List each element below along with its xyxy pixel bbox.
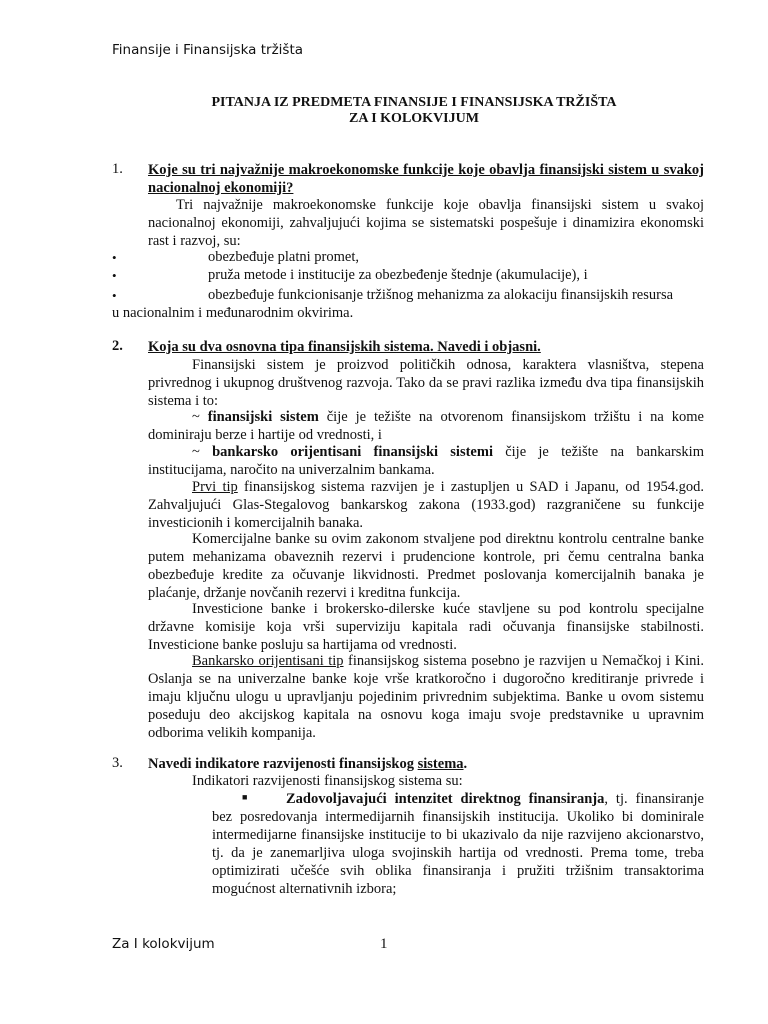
q2-type-1-desc: čije je težište na otvorenom finansijskom tržištu i na kome dominiraju berze i hartije od vrednosti, i (148, 409, 704, 443)
q2-type-2 (148, 443, 704, 479)
q3-item-1 (212, 790, 704, 898)
q2-paragraph-2-text: finansijskog sistema razvijen je i zastupljen u SAD i Japanu, od 1954.god. Zahvaljujući Glas-Stegalovog bankarskog zakona (1933.god) razgraničene su funkcije investicionih i komercijalnih banaka. (148, 479, 704, 531)
question-3-text-underlined: sistema (417, 756, 464, 772)
q2-paragraph-3: Komercijalne banke su ovim zakonom stvaljene pod direktnu kontrolu centralne banke putem mehanizama obaveznih rezervi i prudencione kontrole, pri čemu centralna banka obezbeđuje kredite za očuvanje likvidnosti. Predmet poslovanja komercijalnih banaka je plaćanje, držanje novčanih rezervi i kreditna funkcija. (148, 531, 704, 601)
q2-type-2-desc: čije je težište na bankarskim institucijama, naročito na univerzalnim bankama. (148, 444, 704, 478)
tilde-marker: ~ (192, 444, 213, 460)
q2-type-2-term: bankarsko orijentisani finansijski sistemi (212, 444, 493, 460)
question-1-intro: Tri najvažnije makroekonomske funkcije koje obavlja finansijski sistem u svakoj nacionalnoj ekonomiji, zahvaljujući kojima se sistematski pospešuje i dinamizira ekonomski rast i razvoj, su: (148, 197, 704, 249)
bullet-icon: • (112, 288, 117, 303)
q2-type-1 (148, 408, 704, 444)
q3-item-1-term: Zadovoljavajući intenzitet direktnog finansiranja (286, 791, 605, 807)
question-3-text-end: . (463, 756, 468, 772)
q2-type-1-term: finansijski sistem (207, 409, 319, 425)
bullet-icon: • (112, 268, 117, 283)
page-number: 1 (380, 936, 388, 952)
square-bullet-icon: ■ (242, 792, 248, 802)
document-title-line2: ZA I KOLOKVIJUM (349, 111, 479, 126)
question-3-text (148, 755, 467, 773)
q3-item-1-text: , tj. finansiranje bez posredovanja intermedijarnih finansijskih institucija. Ukoliko bi dominirale intermedijarne finansijske institucije to bi ukazivalo da nije razvijeno akcionarstvo, tj. da je zanemarljiva uloga svojinskih hartija od vrednosti. Prema tome, treba optimizirati učešće svih oblika finansiranja i pružiti tržišnim transaktorima mogućnost alternativnih izbora; (212, 791, 704, 897)
page-footer: Za I kolokvijum (112, 936, 215, 952)
q2-paragraph-1: Finansijski sistem je proizvod političkih odnosa, karaktera vlasništva, stepena privrednog i ukupnog društvenog razvoja. Tako da se pravi razlika između dva tipa finansijskih sistema i to: (148, 357, 704, 409)
question-3-number: 3. (112, 755, 123, 771)
page-header: Finansije i Finansijska tržišta (112, 42, 304, 58)
q2-paragraph-5-text: finansijskog sistema posebno je razvijen u Nemačkoj i Kini. Oslanja se na univerzalne banke koje vrše kratkoročno i dugoročno kreditiranje privrede i imaju ključnu ulogu u upravljanju pojedinim privrednim subjektima. Banke u ovom sistemu poseduju deo akcijskog kapitala na osnovu koga imaju svoje predstavnike u upravnim odborima velikih kompanija. (148, 653, 704, 741)
q1-bullet-3-continuation: u nacionalnim i međunarodnim okvirima. (112, 305, 354, 321)
q1-bullet-3: obezbeđuje funkcionisanje tržišnog mehanizma za alokaciju finansijskih resursa (208, 287, 674, 303)
question-3-text-start: Navedi indikatore razvijenosti finansijskog (148, 756, 418, 772)
question-1-number: 1. (112, 161, 123, 177)
question-1-text: Koje su tri najvažnije makroekonomske funkcije koje obavlja finansijski sistem u svakoj nacionalnoj ekonomiji? (148, 162, 704, 196)
question-2-text: Koja su dva osnovna tipa finansijskih sistema. Navedi i objasni. (148, 339, 541, 355)
q2-paragraph-2 (148, 478, 704, 532)
q1-bullet-1: obezbeđuje platni promet, (208, 249, 359, 265)
document-title-line1: PITANJA IZ PREDMETA FINANSIJE I FINANSIJSKA TRŽIŠTA (211, 95, 617, 110)
q2-paragraph-5 (148, 652, 704, 742)
q2-bank-type-label: Bankarsko orijentisani tip (192, 653, 344, 669)
q2-first-type-label: Prvi tip (192, 479, 238, 495)
question-2-number: 2. (112, 338, 123, 354)
q1-bullet-2: pruža metode i institucije za obezbeđenje štednje (akumulacije), i (208, 267, 588, 283)
bullet-icon: • (112, 250, 117, 265)
q3-intro: Indikatori razvijenosti finansijskog sistema su: (192, 773, 463, 789)
tilde-marker: ~ (192, 409, 208, 425)
q2-paragraph-4: Investicione banke i brokersko-dilerske kuće stavljene su pod kontrolu specijalne državne komisije koja vrši superviziju kapitala radi očuvanja finansijske stabilnosti. Investicione banke posluju sa hartijama od vrednosti. (148, 601, 704, 653)
